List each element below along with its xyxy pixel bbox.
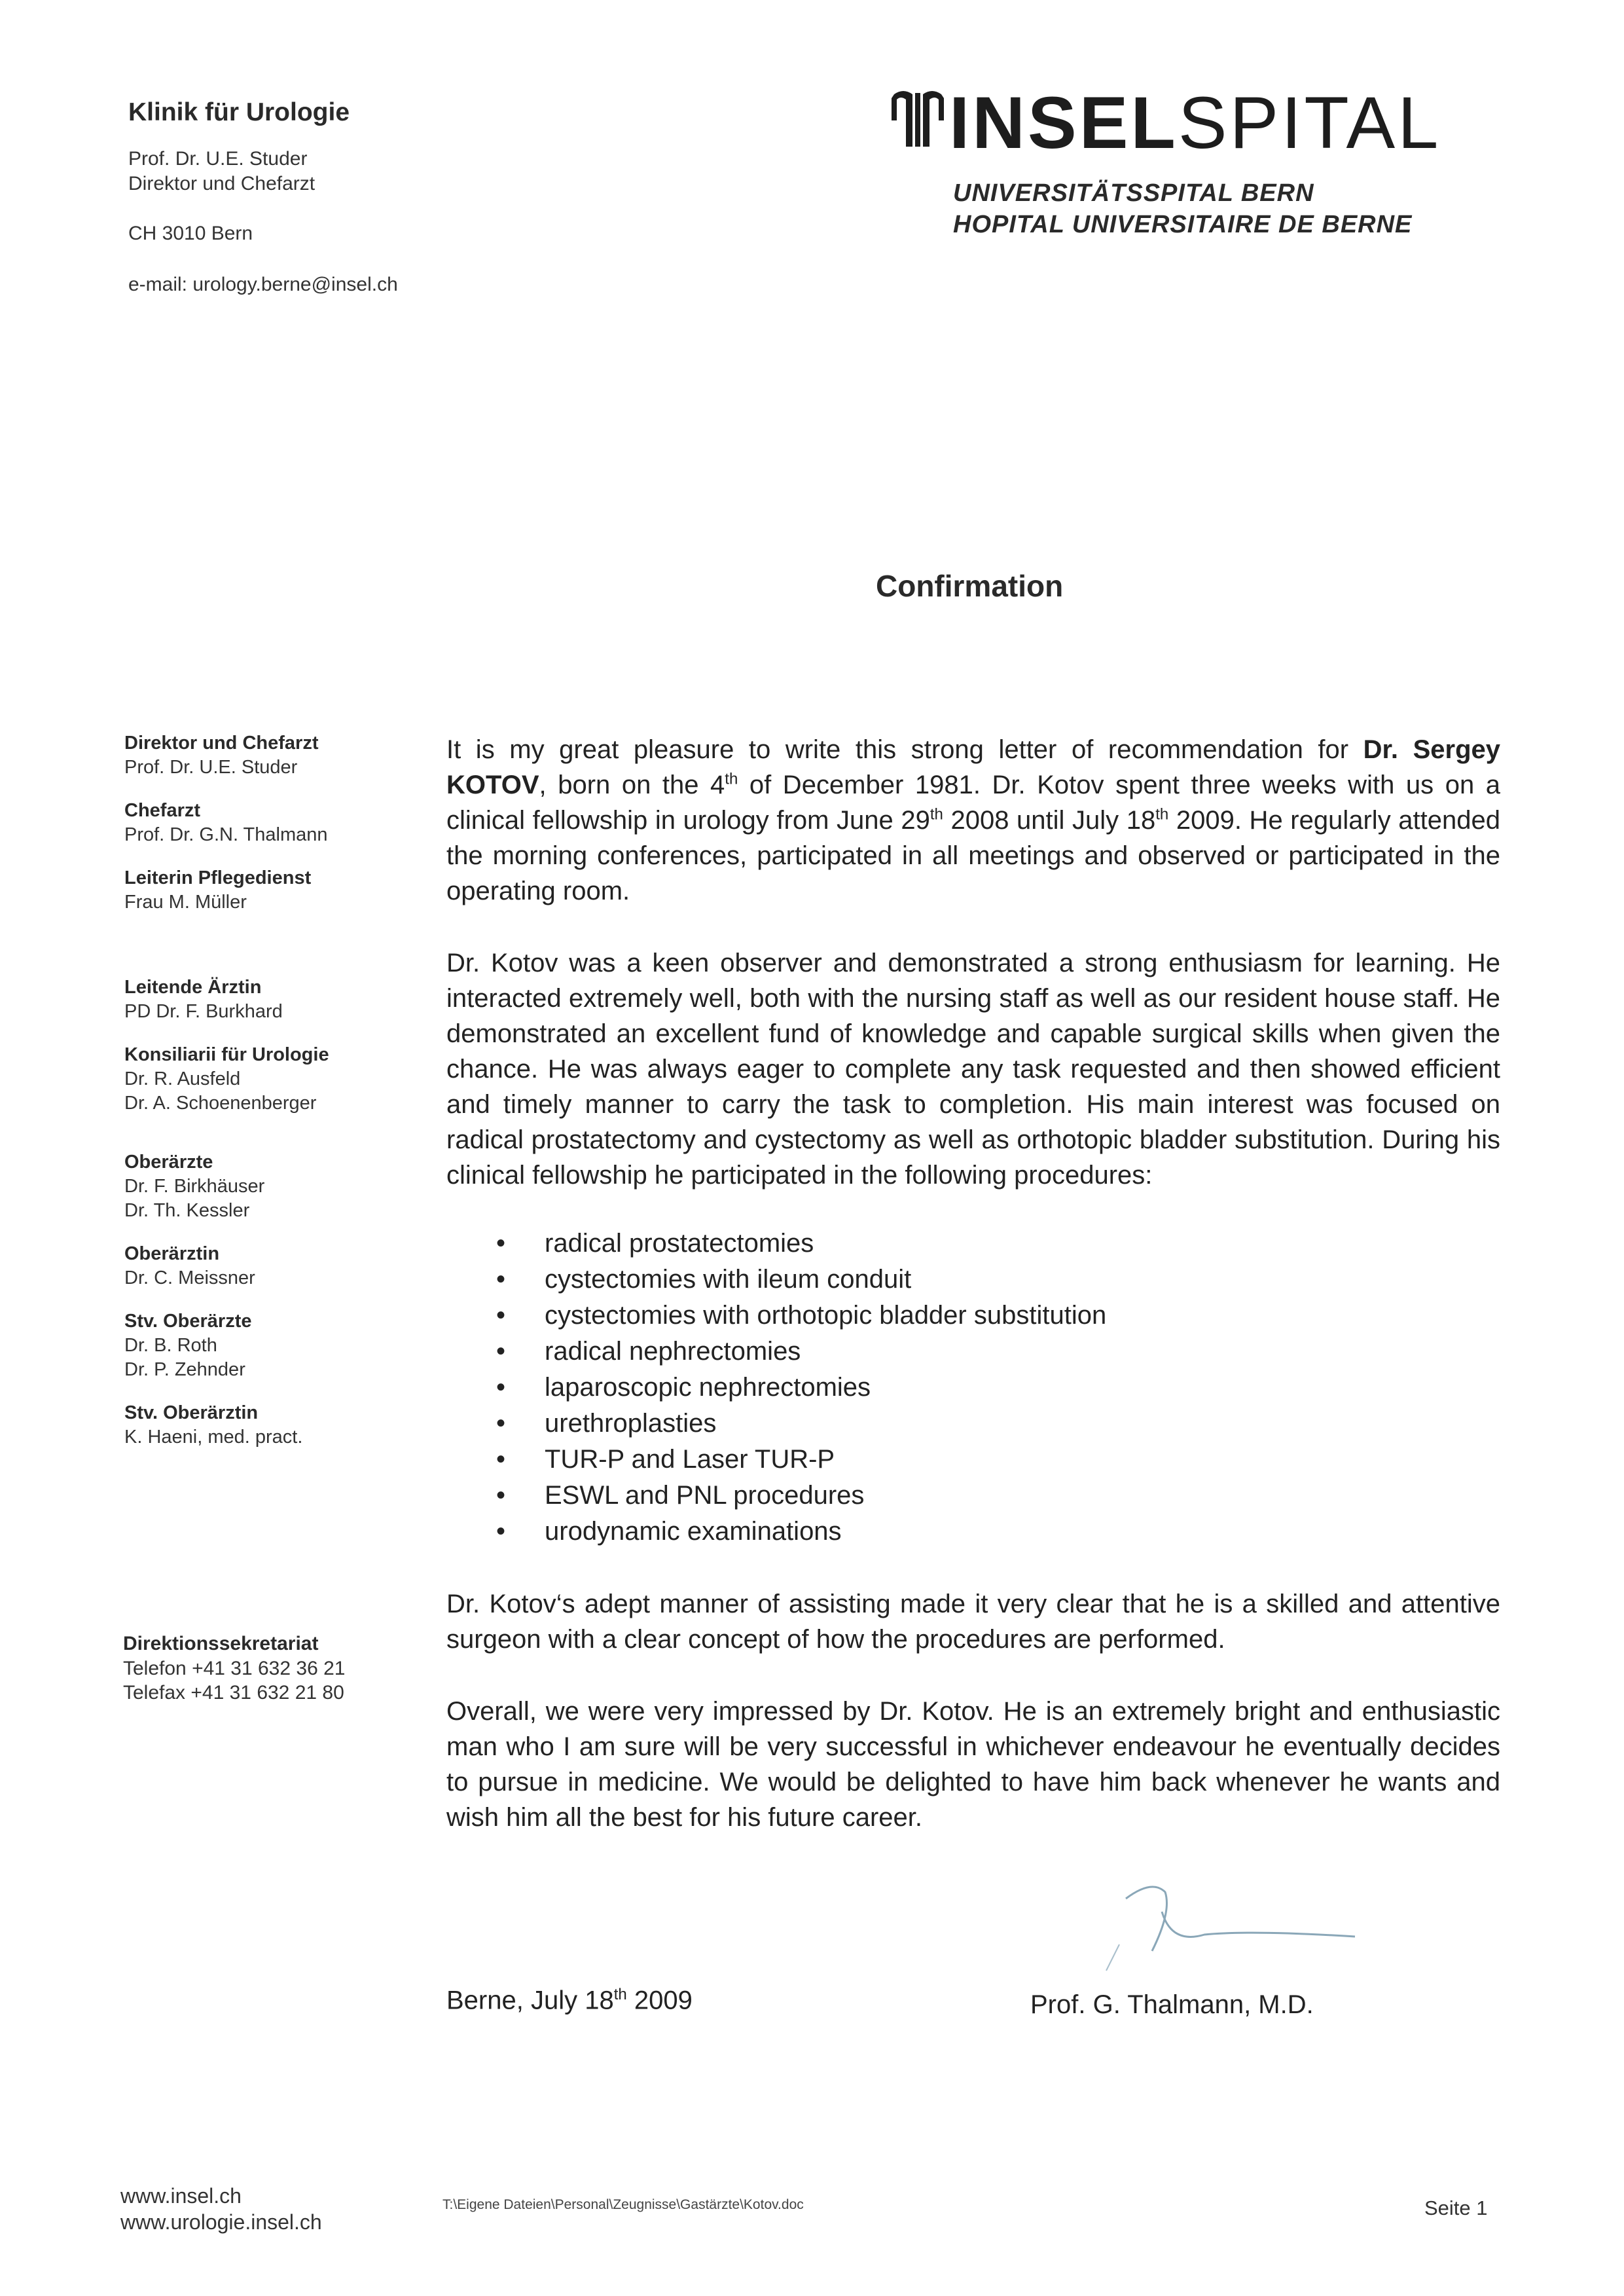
letter-body	[446, 732, 1500, 1872]
text-run: 2009	[626, 1986, 693, 2015]
ordinal-suffix: th	[1155, 805, 1169, 824]
staff-group	[124, 1241, 425, 1290]
staff-group	[124, 1150, 425, 1223]
list-item: • ESWL and PNL procedures	[446, 1478, 1500, 1514]
procedures-list	[446, 1226, 1500, 1550]
list-item: • urodynamic examinations	[446, 1514, 1500, 1550]
paragraph-intro	[446, 732, 1500, 909]
staff-name: Prof. Dr. U.E. Studer	[124, 757, 298, 778]
ordinal-suffix: th	[929, 805, 943, 824]
list-item: • TUR-P and Laser TUR-P	[446, 1442, 1500, 1478]
staff-name: Dr. F. Birkhäuser	[124, 1176, 265, 1197]
text-run: 2008 until July 18	[943, 806, 1156, 835]
staff-name: Dr. P. Zehnder	[124, 1359, 245, 1380]
staff-role: Konsiliarii für Urologie	[124, 1044, 329, 1065]
staff-role: Stv. Oberärztin	[124, 1402, 259, 1423]
logo-word-regular: SPITAL	[1178, 82, 1441, 164]
header-email: e-mail: urology.berne@insel.ch	[128, 274, 398, 295]
staff-group	[124, 975, 425, 1024]
signatory-name: Prof. G. Thalmann, M.D.	[1030, 1990, 1314, 2019]
staff-list	[124, 731, 425, 1468]
secretariat-block	[123, 1631, 437, 1705]
list-item: • urethroplasties	[446, 1406, 1500, 1442]
file-path: T:\Eigene Dateien\Personal\Zeugnisse\Gastärzte\Kotov.doc	[442, 2197, 804, 2212]
staff-name: Frau M. Müller	[124, 892, 247, 913]
page-number: Seite 1	[1424, 2196, 1488, 2219]
text-run: 2009. He regularly attended the morning conferences, participated in all meetings and observed or participated in the operating room.	[446, 806, 1500, 905]
text-run: It is my great pleasure to write this strong letter of recommendation for	[446, 735, 1363, 764]
staff-role: Oberärztin	[124, 1243, 220, 1264]
secretariat-fax: Telefax +41 31 632 21 80	[123, 1682, 344, 1704]
staff-group	[124, 798, 425, 847]
staff-role: Leitende Ärztin	[124, 977, 262, 998]
header-address: CH 3010 Bern	[128, 223, 253, 244]
staff-group	[124, 731, 425, 780]
list-item: • radical prostatectomies	[446, 1226, 1500, 1262]
ordinal-suffix: th	[613, 1986, 627, 2003]
logo-subtitle-de: UNIVERSITÄTSSPITAL BERN	[953, 179, 1314, 207]
staff-group	[124, 1309, 425, 1382]
staff-role: Direktor und Chefarzt	[124, 733, 319, 754]
handwritten-signature	[1080, 1872, 1394, 1977]
logo-wordmark	[949, 77, 1441, 169]
staff-group	[124, 866, 425, 915]
staff-name: PD Dr. F. Burkhard	[124, 1001, 283, 1022]
footer-website: www.insel.ch	[120, 2184, 242, 2208]
document-title: Confirmation	[876, 569, 1064, 603]
header-director-name: Prof. Dr. U.E. Studer	[128, 148, 308, 170]
paragraph-closing: Overall, we were very impressed by Dr. Kotov. He is an extremely bright and enthusiastic man who I am sure will be very successful in whichever endeavour he eventually decides to pursue in medicine. We would be delighted to have him back whenever he wants and wish him all the best for his future career.	[446, 1697, 1500, 1832]
list-item: • cystectomies with orthotopic bladder substitution	[446, 1298, 1500, 1334]
list-item: • cystectomies with ileum conduit	[446, 1262, 1500, 1298]
header-director-title: Direktor und Chefarzt	[128, 173, 316, 194]
logo-subtitle-fr: HOPITAL UNIVERSITAIRE DE BERNE	[953, 211, 1413, 238]
list-item: • laparoscopic nephrectomies	[446, 1370, 1500, 1406]
staff-name: Dr. B. Roth	[124, 1335, 217, 1356]
clinic-name: Klinik für Urologie	[128, 98, 350, 126]
staff-name: Dr. A. Schoenenberger	[124, 1093, 317, 1114]
secretariat-title: Direktionssekretariat	[123, 1633, 319, 1654]
paragraph-performance: Dr. Kotov was a keen observer and demonstrated a strong enthusiasm for learning. He interacted extremely well, both with the nursing staff as well as our resident house staff. He demonstrated an excellent fund of knowledge and capable surgical skills when given the chance. He was always eager to complete any task requested and then showed efficient and timely manner to carry the task to completion. His main interest was focused on radical prostatectomy and cystectomy as well as orthotopic bladder substitution. During his clinical fellowship he participated in the following procedures:	[446, 949, 1500, 1190]
staff-role: Oberärzte	[124, 1152, 213, 1173]
secretariat-phone: Telefon +41 31 632 36 21	[123, 1658, 346, 1679]
staff-name: Dr. C. Meissner	[124, 1267, 255, 1288]
list-item: • radical nephrectomies	[446, 1334, 1500, 1370]
place-and-date	[446, 1986, 693, 2015]
staff-name: Dr. Th. Kessler	[124, 1200, 250, 1221]
staff-role: Chefarzt	[124, 800, 201, 821]
staff-role: Stv. Oberärzte	[124, 1311, 252, 1332]
text-run: , born on the 4	[539, 771, 725, 799]
inselspital-logo	[890, 77, 1479, 247]
paragraph-skills: Dr. Kotov‘s adept manner of assisting made it very clear that he is a skilled and attentive surgeon with a clear concept of how the procedures are performed.	[446, 1590, 1500, 1654]
logo-word-bold: INSEL	[949, 82, 1178, 164]
inselspital-emblem-icon	[890, 88, 945, 153]
candidate-name: Dr. Sergey KOTOV	[446, 735, 1501, 799]
text-run: of December 1981. Dr. Kotov spent three weeks with us on a clinical fellowship in urology from June 29	[446, 771, 1500, 835]
staff-group	[124, 1042, 425, 1116]
staff-name: K. Haeni, med. pract.	[124, 1427, 303, 1448]
staff-name: Dr. R. Ausfeld	[124, 1068, 241, 1089]
staff-group	[124, 1400, 425, 1449]
ordinal-suffix: th	[725, 770, 738, 788]
staff-role: Leiterin Pflegedienst	[124, 867, 312, 888]
footer-website-urology: www.urologie.insel.ch	[120, 2210, 322, 2234]
staff-name: Prof. Dr. G.N. Thalmann	[124, 824, 328, 845]
text-run: Berne, July 18	[446, 1986, 614, 2015]
